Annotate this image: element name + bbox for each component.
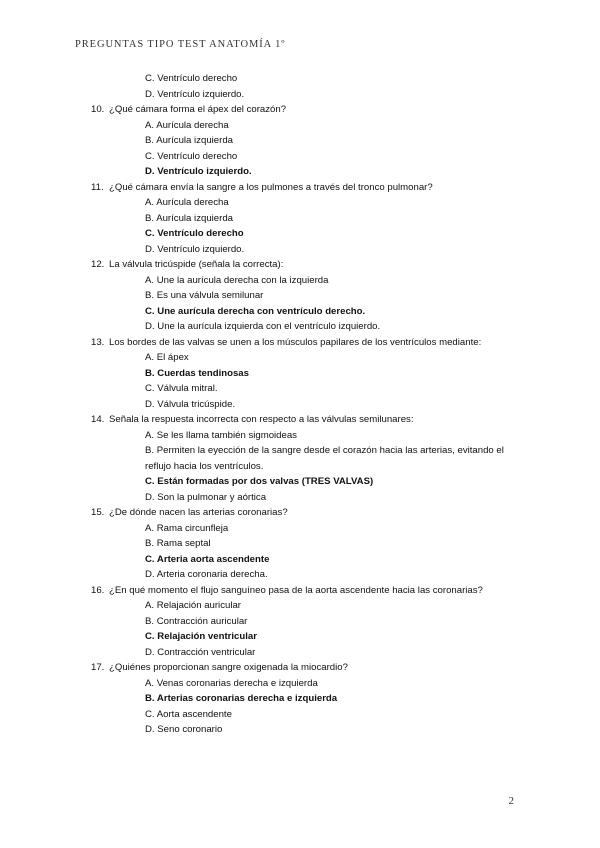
answer-option: D. Contracción ventricular — [145, 646, 256, 658]
question-number: 16. — [91, 584, 105, 596]
page-header: PREGUNTAS TIPO TEST ANATOMÍA 1º — [75, 39, 286, 50]
answer-option: B. Aurícula izquierda — [145, 135, 233, 146]
question-number: 17. — [91, 662, 105, 673]
question-text: ¿Qué cámara forma el ápex del corazón? — [109, 104, 287, 115]
question-number: 15. — [91, 507, 105, 518]
answer-option: C. Arteria aorta ascendente — [145, 553, 270, 565]
answer-option: A. El ápex — [145, 352, 189, 363]
question-text: ¿Qué cámara envía la sangre a los pulmones a través del tronco pulmonar? — [109, 181, 433, 193]
answer-option: B. Arterias coronarias derecha e izquierda — [145, 693, 338, 704]
answer-option: B. Aurícula izquierda — [145, 212, 233, 224]
question — [0, 505, 600, 521]
answer-option: A. Une la aurícula derecha con la izquierda — [145, 274, 329, 286]
answer-option: D. Arteria coronaria derecha. — [145, 569, 268, 580]
answer-option: D. Ventrículo izquierdo. — [145, 166, 252, 177]
question-text: ¿En qué momento el flujo sanguíneo pasa de la aorta ascendente hacia las coronarias? — [109, 584, 483, 596]
answer-option: D. Son la pulmonar y aórtica — [145, 491, 267, 503]
answer-option: C. Válvula mitral. — [145, 383, 218, 394]
answer-option: D. Une la aurícula izquierda con el ventrículo izquierdo. — [145, 321, 381, 332]
answer-option: B. Es una válvula semilunar — [145, 290, 264, 301]
question-number: 11. — [91, 181, 104, 193]
question-number: 13. — [91, 336, 105, 348]
page-number: 2 — [508, 795, 514, 807]
question-number: 10. — [91, 104, 105, 115]
question — [0, 583, 600, 599]
question — [0, 257, 600, 273]
question-text: ¿De dónde nacen las arterias coronarias? — [109, 507, 288, 518]
answer-option: C. Une aurícula derecha con ventrículo derecho. — [145, 305, 366, 317]
question — [0, 412, 600, 428]
answer-option: D. Ventrículo izquierdo. — [145, 243, 245, 255]
answer-option: A. Relajación auricular — [145, 600, 241, 611]
answer-option: C. Están formadas por dos valvas (TRES VALVAS) — [145, 476, 374, 487]
question-number: 12. — [91, 259, 105, 270]
question-number: 14. — [91, 414, 105, 425]
question-text: Los bordes de las valvas se unen a los músculos papilares de los ventrículos mediante: — [109, 336, 482, 348]
answer-option: C. Aorta ascendente — [145, 708, 232, 720]
answer-option: D. Ventrículo izquierdo. — [145, 88, 245, 100]
answer-option: A. Aurícula derecha — [145, 197, 229, 208]
answer-option: D. Seno coronario — [145, 724, 223, 735]
answer-option: B. Rama septal — [145, 538, 211, 549]
answer-option: C. Relajación ventricular — [145, 631, 257, 642]
question-text: ¿Quiénes proporcionan sangre oxigenada la miocardio? — [109, 662, 348, 673]
question-text: Señala la respuesta incorrecta con respecto a las válvulas semilunares: — [109, 414, 414, 425]
question-text: La válvula tricúspide (señala la correcta): — [109, 259, 284, 270]
question — [0, 180, 600, 196]
answer-option: C. Ventrículo derecho — [145, 73, 238, 84]
question — [0, 335, 600, 351]
answer-option: B. Cuerdas tendinosas — [145, 367, 249, 379]
answer-option: C. Ventrículo derecho — [145, 150, 238, 162]
answer-option: A. Se les llama también sigmoideas — [145, 429, 297, 441]
answer-option: A. Rama circunfleja — [145, 522, 229, 534]
answer-option: C. Ventrículo derecho — [145, 228, 244, 239]
answer-option: B. Contracción auricular — [145, 615, 248, 627]
question — [0, 102, 600, 118]
answer-option: A. Venas coronarias derecha e izquierda — [145, 677, 318, 689]
answer-option: A. Aurícula derecha — [145, 119, 229, 131]
question — [0, 660, 600, 676]
question-list — [0, 71, 600, 738]
answer-option: B. Permiten la eyección de la sangre desde el corazón hacia las arterias, evitando el reflujo hacia los ventrículos. — [145, 445, 504, 472]
answer-option: D. Válvula tricúspide. — [145, 398, 236, 410]
